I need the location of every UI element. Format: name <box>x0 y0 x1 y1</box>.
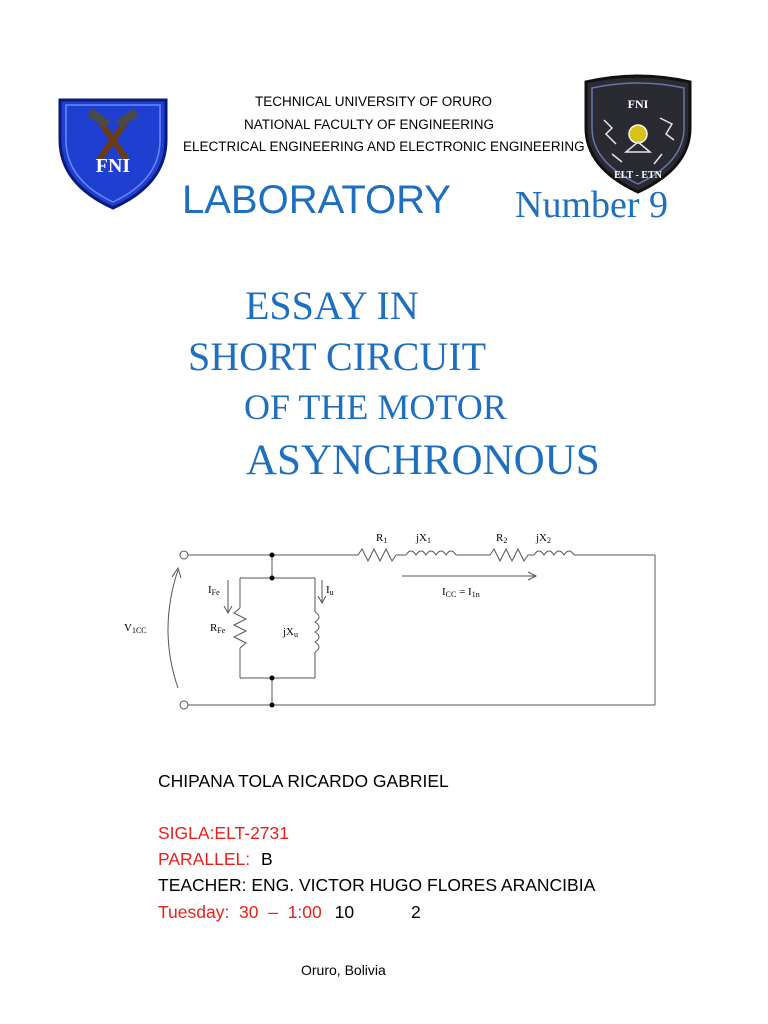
r1-resistor <box>358 549 396 561</box>
fni-logo <box>54 92 172 212</box>
teacher-name: TEACHER: ENG. VICTOR HUGO FLORES ARANCIBIA <box>158 875 596 895</box>
iu-label: Iu <box>326 584 334 597</box>
sigla: SIGLA:ELT-2731 <box>158 823 290 843</box>
student-name: CHIPANA TOLA RICARDO GABRIEL <box>158 771 449 791</box>
essay-title-line4: ASYNCHRONOUS <box>246 437 600 484</box>
x1-inductor <box>406 551 456 555</box>
essay-title-line2: SHORT CIRCUIT <box>188 334 487 379</box>
elt-logo-bottom-text: ELT - ETN <box>614 170 662 181</box>
r1-label: R1 <box>376 532 388 545</box>
essay-title-line1: ESSAY IN <box>245 283 419 328</box>
fni-logo-text: FNI <box>95 155 131 177</box>
xu-inductor <box>315 612 319 652</box>
schedule-day: Tuesday: 30 – 1:00 <box>158 902 322 922</box>
xu-label: jXu <box>283 626 298 639</box>
input-terminal-top <box>180 551 188 559</box>
parallel-label: PARALLEL: <box>158 849 251 869</box>
schedule-value-a: 10 <box>334 902 355 922</box>
x1-label: jX1 <box>416 532 431 545</box>
r2-resistor <box>490 549 528 561</box>
v1cc-label: V1CC <box>124 622 147 635</box>
laboratory-number: Number 9 <box>515 184 669 226</box>
voltage-arrow <box>168 570 178 688</box>
rfe-resistor <box>234 608 246 648</box>
x2-inductor <box>534 551 574 555</box>
laboratory-label: LABORATORY <box>182 178 451 222</box>
rfe-label: RFe <box>210 622 226 635</box>
schedule-value-b: 2 <box>410 902 421 922</box>
footer-place: Oruro, Bolivia <box>301 962 386 978</box>
elt-logo-top-text: FNI <box>627 97 649 111</box>
icc-label: ICC = I1n <box>442 586 480 599</box>
r2-label: R2 <box>496 532 508 545</box>
department-name: ELECTRICAL ENGINEERING AND ELECTRONIC ENGINEERING <box>183 139 585 154</box>
university-name: TECHNICAL UNIVERSITY OF ORURO <box>255 94 493 109</box>
x2-label: jX2 <box>536 532 551 545</box>
elt-etn-logo <box>582 72 694 194</box>
parallel-value: B <box>260 849 273 869</box>
parallel-line <box>158 849 273 870</box>
ife-label: IFe <box>208 584 220 597</box>
schedule-line <box>158 902 421 923</box>
essay-title-line3: OF THE MOTOR <box>244 387 507 427</box>
faculty-name: NATIONAL FACULTY OF ENGINEERING <box>244 117 495 132</box>
input-terminal-bottom <box>180 701 188 709</box>
equivalent-circuit-diagram <box>110 520 670 720</box>
